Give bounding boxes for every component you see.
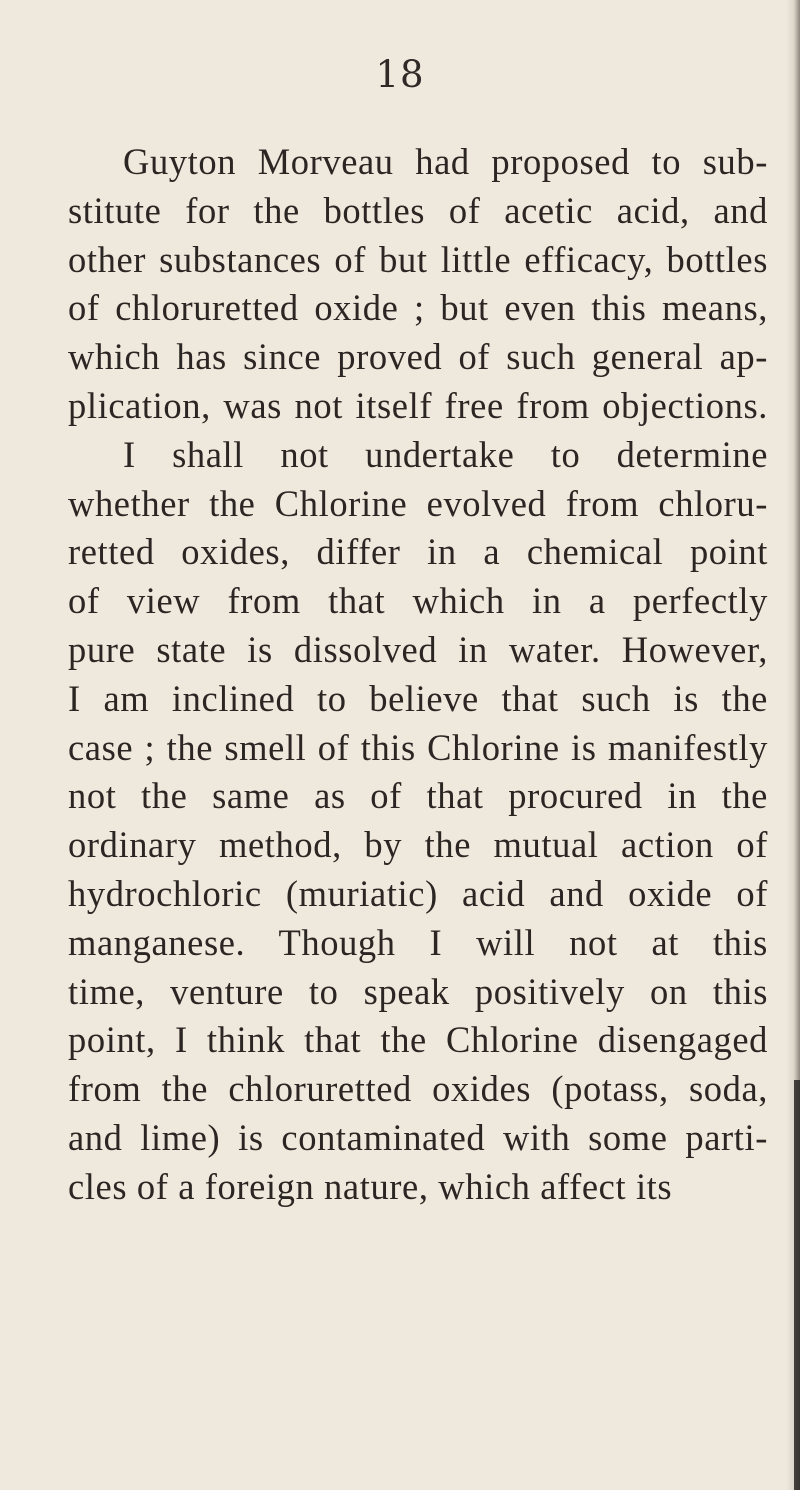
text-line: plication, was not itself free from objections.: [68, 384, 768, 426]
page-edge-dark: [794, 1080, 800, 1490]
text-line: other substances of but little efficacy, bottles: [68, 238, 768, 280]
text-line: manganese. Though I will not at this: [68, 921, 768, 963]
text-line: case ; the smell of this Chlorine is manifestly: [68, 726, 768, 768]
text-line: point, I think that the Chlorine disengaged: [68, 1019, 768, 1061]
text-line: and lime) is contaminated with some parti-: [68, 1116, 768, 1158]
text-line: of chloruretted oxide ; but even this means,: [68, 287, 768, 329]
text-line: not the same as of that procured in the: [68, 775, 768, 817]
text-line: hydrochloric (muriatic) acid and oxide of: [68, 872, 768, 914]
page-number: 18: [375, 53, 425, 96]
body-text: [68, 138, 768, 1212]
text-line: Guyton Morveau had proposed to sub-: [123, 141, 768, 182]
text-line: cles of a foreign nature, which affect its: [68, 1165, 673, 1207]
text-line: ordinary method, by the mutual action of: [68, 824, 768, 866]
text-line: time, venture to speak positively on this: [68, 970, 768, 1012]
text-line: of view from that which in a perfectly: [68, 580, 768, 622]
text-line: whether the Chlorine evolved from chloru-: [68, 482, 768, 524]
text-line: pure state is dissolved in water. However,: [68, 628, 768, 670]
text-line: I shall not undertake to determine: [123, 433, 768, 475]
text-line: which has since proved of such general ap-: [68, 336, 768, 378]
text-line: from the chloruretted oxides (potass, soda,: [68, 1068, 768, 1110]
text-line: stitute for the bottles of acetic acid, and: [68, 189, 768, 231]
text-line: I am inclined to believe that such is the: [68, 677, 768, 719]
text-line: retted oxides, differ in a chemical point: [68, 531, 768, 573]
